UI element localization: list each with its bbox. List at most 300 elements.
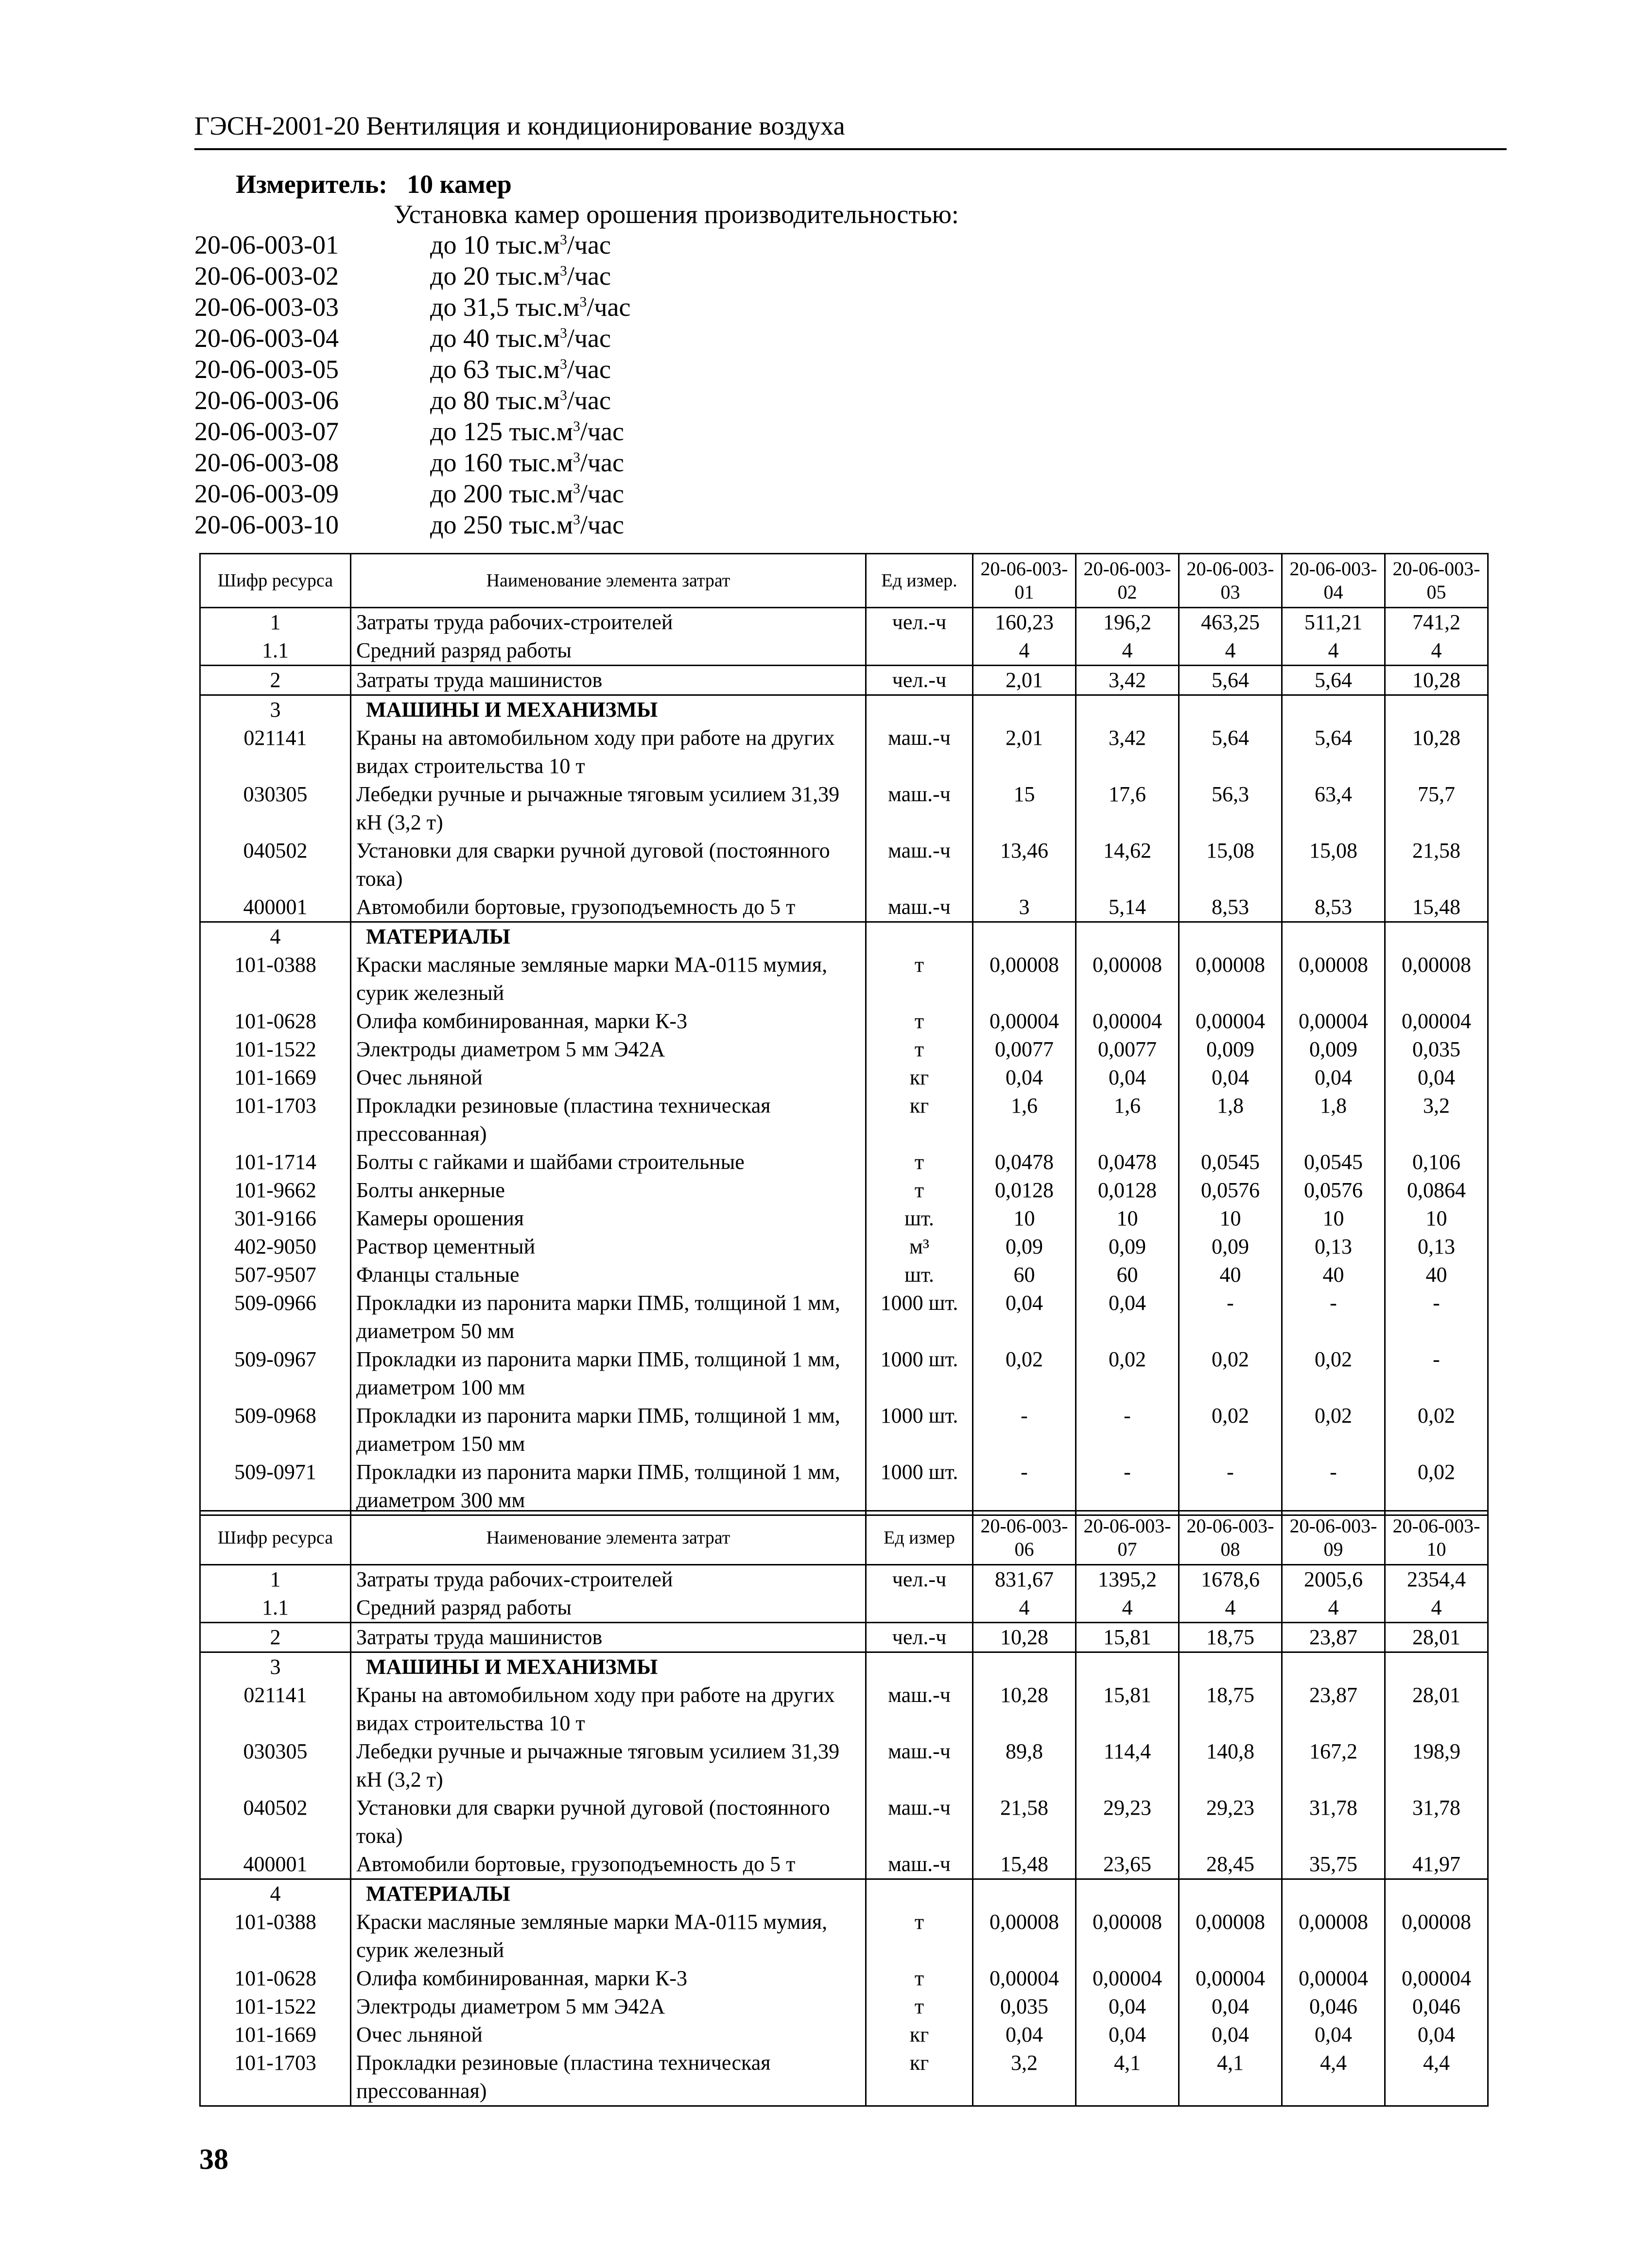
row-name: Автомобили бортовые, грузоподъемность до 5 т — [351, 893, 866, 922]
row-value: 0,00008 — [1076, 1908, 1179, 1964]
row-name: Болты с гайками и шайбами строительные — [351, 1148, 866, 1176]
row-value: 0,04 — [1076, 1289, 1179, 1345]
code-list-desc-sup: 3 — [573, 512, 580, 528]
row-code: 1 — [200, 1565, 351, 1594]
code-list-desc — [430, 478, 624, 509]
row-name: Краски масляные земляные марки МА-0115 мумия, сурик железный — [351, 1908, 866, 1964]
row-unit: чел.-ч — [866, 608, 973, 637]
row-name: Прокладки резиновые (пластина техническая прессованная) — [351, 1092, 866, 1148]
row-value: 0,046 — [1282, 1993, 1385, 2021]
row-value: 4 — [1179, 1594, 1282, 1623]
code-list-desc-suffix: /час — [587, 292, 631, 322]
code-list-desc-prefix: до 125 тыс.м — [430, 417, 573, 446]
row-value: 0,00008 — [1076, 951, 1179, 1007]
row-unit: шт. — [866, 1261, 973, 1289]
row-value: 1,6 — [973, 1092, 1076, 1148]
header-col: 20-06-003-07 — [1076, 1511, 1179, 1565]
table-row — [200, 1565, 1488, 1594]
row-code: 1.1 — [200, 636, 351, 666]
row-name: Прокладки из паронита марки ПМБ, толщиной 1 мм, диаметром 100 мм — [351, 1345, 866, 1402]
row-value: 10 — [1076, 1204, 1179, 1233]
code-list-desc — [430, 229, 611, 260]
row-name: Затраты труда машинистов — [351, 666, 866, 695]
row-value: 0,0128 — [1076, 1176, 1179, 1204]
row-value: 40 — [1282, 1261, 1385, 1289]
row-code: 2 — [200, 1623, 351, 1652]
row-name: Краны на автомобильном ходу при работе на других видах строительства 10 т — [351, 724, 866, 780]
row-value: 40 — [1385, 1261, 1488, 1289]
header-code: Шифр ресурса — [200, 1511, 351, 1565]
row-code: 101-0628 — [200, 1964, 351, 1993]
row-name: Очес льняной — [351, 2021, 866, 2049]
row-value — [1179, 695, 1282, 724]
row-unit: маш.-ч — [866, 724, 973, 780]
code-list-desc-prefix: до 10 тыс.м — [430, 230, 560, 259]
row-value: 15,08 — [1179, 837, 1282, 893]
table-row — [200, 1007, 1488, 1035]
code-list-desc-prefix: до 250 тыс.м — [430, 510, 573, 539]
row-name: Краски масляные земляные марки МА-0115 мумия, сурик железный — [351, 951, 866, 1007]
code-list-desc-sup: 3 — [560, 326, 567, 341]
table-row — [200, 1652, 1488, 1682]
meter-value: 10 камер — [407, 170, 512, 199]
code-list-desc-sup: 3 — [573, 450, 580, 465]
table-row — [200, 1176, 1488, 1204]
row-value: 0,009 — [1282, 1035, 1385, 1064]
row-value: 1,8 — [1179, 1092, 1282, 1148]
row-value: 0,00008 — [973, 1908, 1076, 1964]
meter-label: Измеритель: — [236, 170, 388, 199]
row-value: 13,46 — [973, 837, 1076, 893]
row-name: Прокладки из паронита марки ПМБ, толщиной 1 мм, диаметром 50 мм — [351, 1289, 866, 1345]
header-col: 20-06-003-10 — [1385, 1511, 1488, 1565]
row-value: 167,2 — [1282, 1737, 1385, 1794]
code-list-desc — [430, 416, 624, 447]
row-value: 60 — [1076, 1261, 1179, 1289]
row-name: МАТЕРИАЛЫ — [351, 1879, 866, 1908]
row-unit: маш.-ч — [866, 1794, 973, 1850]
row-value: 2354,4 — [1385, 1565, 1488, 1594]
row-value: 3,2 — [1385, 1092, 1488, 1148]
row-unit — [866, 922, 973, 951]
row-value: 0,0576 — [1282, 1176, 1385, 1204]
code-list-desc — [430, 385, 611, 416]
table-header-row — [200, 1511, 1488, 1565]
row-name: Камеры орошения — [351, 1204, 866, 1233]
row-value: 140,8 — [1179, 1737, 1282, 1794]
row-value: 3,42 — [1076, 724, 1179, 780]
code-list-desc-suffix: /час — [567, 230, 611, 259]
row-value: 0,00008 — [1282, 1908, 1385, 1964]
code-list-desc — [430, 323, 611, 354]
row-name: Олифа комбинированная, марки К-3 — [351, 1964, 866, 1993]
row-value: 0,00004 — [1282, 1007, 1385, 1035]
row-value: 0,02 — [1385, 1402, 1488, 1458]
table-row — [200, 780, 1488, 837]
row-value: - — [973, 1458, 1076, 1515]
code-list-item — [194, 292, 631, 323]
row-value: 0,04 — [1076, 1993, 1179, 2021]
code-list-desc-sup: 3 — [560, 232, 567, 248]
row-name: МАШИНЫ И МЕХАНИЗМЫ — [351, 695, 866, 724]
row-unit: м³ — [866, 1233, 973, 1261]
row-value: 0,04 — [1076, 1064, 1179, 1092]
row-code: 021141 — [200, 724, 351, 780]
row-value: 0,00004 — [973, 1964, 1076, 1993]
row-name: Болты анкерные — [351, 1176, 866, 1204]
row-value: - — [1282, 1289, 1385, 1345]
row-unit — [866, 1594, 973, 1623]
code-list-desc-sup: 3 — [560, 388, 567, 403]
row-value: 0,00008 — [1179, 1908, 1282, 1964]
row-value: 0,00008 — [1385, 951, 1488, 1007]
table-row — [200, 1594, 1488, 1623]
row-value: 0,04 — [1179, 2021, 1282, 2049]
code-list-item — [194, 229, 611, 260]
row-value — [1282, 1879, 1385, 1908]
page-header-title: ГЭСН-2001-20 Вентиляция и кондиционирование воздуха — [194, 111, 845, 140]
code-list-desc-prefix: до 40 тыс.м — [430, 324, 560, 353]
row-value: 0,009 — [1179, 1035, 1282, 1064]
row-value: 4,4 — [1282, 2049, 1385, 2106]
row-unit: т — [866, 1908, 973, 1964]
row-value: 63,4 — [1282, 780, 1385, 837]
row-value: 2,01 — [973, 724, 1076, 780]
row-value: 29,23 — [1179, 1794, 1282, 1850]
row-unit: т — [866, 951, 973, 1007]
row-value: 14,62 — [1076, 837, 1179, 893]
row-value: 0,09 — [1179, 1233, 1282, 1261]
header-col: 20-06-003-05 — [1385, 554, 1488, 608]
row-value: 1678,6 — [1179, 1565, 1282, 1594]
row-value: 0,106 — [1385, 1148, 1488, 1176]
row-value: 23,87 — [1282, 1623, 1385, 1652]
row-unit: т — [866, 1035, 973, 1064]
row-value: 17,6 — [1076, 780, 1179, 837]
table-row — [200, 922, 1488, 951]
code-list-item — [194, 260, 611, 292]
code-list-desc — [430, 447, 624, 478]
row-value: 0,13 — [1385, 1233, 1488, 1261]
row-value: 18,75 — [1179, 1681, 1282, 1737]
row-value: 5,64 — [1179, 724, 1282, 780]
code-list-code: 20-06-003-01 — [194, 230, 339, 259]
row-code: 101-0628 — [200, 1007, 351, 1035]
row-unit: маш.-ч — [866, 893, 973, 922]
code-list-desc-prefix: до 80 тыс.м — [430, 386, 560, 415]
page-number: 38 — [199, 2143, 228, 2175]
code-list-desc-suffix: /час — [567, 386, 611, 415]
code-list-desc-sup: 3 — [560, 263, 567, 279]
row-value: 41,97 — [1385, 1850, 1488, 1879]
table-row — [200, 1261, 1488, 1289]
row-unit: кг — [866, 1064, 973, 1092]
row-code: 2 — [200, 666, 351, 695]
row-value: 8,53 — [1179, 893, 1282, 922]
row-code: 101-1522 — [200, 1035, 351, 1064]
row-value: 0,02 — [1282, 1402, 1385, 1458]
header-unit: Ед измер — [866, 1511, 973, 1565]
table-row — [200, 724, 1488, 780]
cost-table-2 — [199, 1510, 1489, 2107]
row-value — [1076, 1879, 1179, 1908]
row-value: 31,78 — [1282, 1794, 1385, 1850]
header-rule — [194, 148, 1507, 150]
row-value: 196,2 — [1076, 608, 1179, 637]
table-row — [200, 1964, 1488, 1993]
row-value: 28,01 — [1385, 1681, 1488, 1737]
row-unit: т — [866, 1993, 973, 2021]
row-name: Прокладки из паронита марки ПМБ, толщиной 1 мм, диаметром 150 мм — [351, 1402, 866, 1458]
row-code: 101-0388 — [200, 951, 351, 1007]
row-value: 0,00008 — [1179, 951, 1282, 1007]
row-unit — [866, 636, 973, 666]
code-list-item — [194, 478, 624, 509]
row-unit: маш.-ч — [866, 837, 973, 893]
code-list-desc-suffix: /час — [567, 261, 611, 291]
row-value: 0,04 — [973, 1289, 1076, 1345]
row-value: 10,28 — [1385, 724, 1488, 780]
row-code: 040502 — [200, 837, 351, 893]
row-value — [1076, 922, 1179, 951]
table-row — [200, 1879, 1488, 1908]
header-col: 20-06-003-09 — [1282, 1511, 1385, 1565]
code-list-code: 20-06-003-06 — [194, 386, 339, 415]
row-name: Электроды диаметром 5 мм Э42А — [351, 1993, 866, 2021]
row-name: Средний разряд работы — [351, 636, 866, 666]
code-list-desc-prefix: до 31,5 тыс.м — [430, 292, 580, 322]
table-row — [200, 666, 1488, 695]
row-value: 1,6 — [1076, 1092, 1179, 1148]
row-name: Затраты труда рабочих-строителей — [351, 608, 866, 637]
row-value: 0,04 — [973, 1064, 1076, 1092]
row-value: 8,53 — [1282, 893, 1385, 922]
row-value: 4 — [973, 636, 1076, 666]
row-name: Автомобили бортовые, грузоподъемность до 5 т — [351, 1850, 866, 1879]
row-value — [973, 1652, 1076, 1682]
row-value: 0,04 — [1385, 2021, 1488, 2049]
row-value: 463,25 — [1179, 608, 1282, 637]
row-value: 1,8 — [1282, 1092, 1385, 1148]
row-value: 0,0864 — [1385, 1176, 1488, 1204]
row-value: 15 — [973, 780, 1076, 837]
row-value: 3 — [973, 893, 1076, 922]
row-value: 0,0128 — [973, 1176, 1076, 1204]
row-value: 0,0478 — [1076, 1148, 1179, 1176]
row-value: 28,01 — [1385, 1623, 1488, 1652]
row-value — [1282, 1652, 1385, 1682]
row-code: 101-1522 — [200, 1993, 351, 2021]
code-list-item — [194, 323, 611, 354]
row-value: 89,8 — [973, 1737, 1076, 1794]
row-value: 4 — [1282, 1594, 1385, 1623]
row-code: 1 — [200, 608, 351, 637]
row-name: Установки для сварки ручной дуговой (постоянного тока) — [351, 837, 866, 893]
row-value: 0,00004 — [1076, 1007, 1179, 1035]
row-value: 0,04 — [1179, 1993, 1282, 2021]
row-name: Прокладки резиновые (пластина техническая прессованная) — [351, 2049, 866, 2106]
row-value: 31,78 — [1385, 1794, 1488, 1850]
row-value: 0,04 — [1282, 1064, 1385, 1092]
row-value: 0,035 — [973, 1993, 1076, 2021]
row-value: 0,00004 — [1179, 1007, 1282, 1035]
row-value: 4 — [973, 1594, 1076, 1623]
row-value: 10 — [1385, 1204, 1488, 1233]
row-code: 402-9050 — [200, 1233, 351, 1261]
row-value: 23,65 — [1076, 1850, 1179, 1879]
row-unit: 1000 шт. — [866, 1458, 973, 1515]
row-value: 15,81 — [1076, 1681, 1179, 1737]
row-value: 0,0077 — [973, 1035, 1076, 1064]
row-value — [1076, 1652, 1179, 1682]
row-value: 0,0077 — [1076, 1035, 1179, 1064]
row-unit — [866, 1879, 973, 1908]
row-name: Олифа комбинированная, марки К-3 — [351, 1007, 866, 1035]
header-name: Наименование элемента затрат — [351, 554, 866, 608]
code-list-desc — [430, 354, 611, 385]
row-code: 400001 — [200, 893, 351, 922]
row-name: Очес льняной — [351, 1064, 866, 1092]
row-unit: т — [866, 1176, 973, 1204]
row-name: Фланцы стальные — [351, 1261, 866, 1289]
row-value: - — [1282, 1458, 1385, 1515]
row-value: 10 — [973, 1204, 1076, 1233]
row-code: 3 — [200, 1652, 351, 1682]
row-value: 0,09 — [973, 1233, 1076, 1261]
row-name: Средний разряд работы — [351, 1594, 866, 1623]
header-unit: Ед измер. — [866, 554, 973, 608]
row-value: 28,45 — [1179, 1850, 1282, 1879]
code-list-code: 20-06-003-02 — [194, 261, 339, 291]
row-value: 5,14 — [1076, 893, 1179, 922]
row-value — [1385, 1652, 1488, 1682]
row-value: 0,02 — [1385, 1458, 1488, 1515]
row-value: 0,00004 — [1385, 1964, 1488, 1993]
cost-table-1 — [199, 553, 1489, 1516]
table-row — [200, 951, 1488, 1007]
table-row — [200, 1148, 1488, 1176]
table-row — [200, 1233, 1488, 1261]
row-value: 4,1 — [1076, 2049, 1179, 2106]
row-value — [1385, 695, 1488, 724]
row-unit: чел.-ч — [866, 1565, 973, 1594]
row-value: 4,4 — [1385, 2049, 1488, 2106]
row-value: 114,4 — [1076, 1737, 1179, 1794]
code-list-desc-suffix: /час — [567, 324, 611, 353]
table-row — [200, 1623, 1488, 1652]
row-value: 40 — [1179, 1261, 1282, 1289]
row-value: 0,00008 — [1385, 1908, 1488, 1964]
row-value: 0,00004 — [1076, 1964, 1179, 1993]
row-value — [1385, 922, 1488, 951]
row-value: 0,00004 — [1282, 1964, 1385, 1993]
code-list-desc-sup: 3 — [560, 357, 567, 372]
row-code: 101-1669 — [200, 2021, 351, 2049]
row-value: 0,00008 — [1282, 951, 1385, 1007]
header-code: Шифр ресурса — [200, 554, 351, 608]
row-value: 831,67 — [973, 1565, 1076, 1594]
row-value: 15,48 — [1385, 893, 1488, 922]
table-row — [200, 1204, 1488, 1233]
row-value: 0,046 — [1385, 1993, 1488, 2021]
row-value: 0,02 — [1179, 1402, 1282, 1458]
row-value: 4 — [1385, 636, 1488, 666]
table-row — [200, 1035, 1488, 1064]
row-value — [973, 922, 1076, 951]
row-value: 29,23 — [1076, 1794, 1179, 1850]
table-row — [200, 608, 1488, 637]
code-list-item — [194, 509, 624, 540]
row-unit — [866, 695, 973, 724]
row-value — [973, 1879, 1076, 1908]
code-list-item — [194, 416, 624, 447]
row-value: 4 — [1385, 1594, 1488, 1623]
row-code: 1.1 — [200, 1594, 351, 1623]
row-value — [1076, 695, 1179, 724]
code-list-desc-suffix: /час — [580, 417, 624, 446]
row-name: Прокладки из паронита марки ПМБ, толщиной 1 мм, диаметром 300 мм — [351, 1458, 866, 1515]
row-code: 4 — [200, 922, 351, 951]
code-list-item — [194, 447, 624, 478]
row-unit: шт. — [866, 1204, 973, 1233]
row-value: 10 — [1282, 1204, 1385, 1233]
code-list-code: 20-06-003-09 — [194, 479, 339, 508]
code-list-desc-suffix: /час — [580, 510, 624, 539]
row-value: 741,2 — [1385, 608, 1488, 637]
row-value: 0,0545 — [1282, 1148, 1385, 1176]
row-value — [1282, 922, 1385, 951]
row-value: 15,48 — [973, 1850, 1076, 1879]
row-name: МАТЕРИАЛЫ — [351, 922, 866, 951]
row-code: 101-1714 — [200, 1148, 351, 1176]
row-value: 0,04 — [1385, 1064, 1488, 1092]
table-row — [200, 636, 1488, 666]
table-row — [200, 1289, 1488, 1345]
row-unit: т — [866, 1964, 973, 1993]
code-list-desc-prefix: до 160 тыс.м — [430, 448, 573, 477]
code-list-code: 20-06-003-07 — [194, 417, 339, 446]
row-unit: маш.-ч — [866, 1850, 973, 1879]
row-code: 040502 — [200, 1794, 351, 1850]
row-value: - — [1179, 1289, 1282, 1345]
row-value: 1395,2 — [1076, 1565, 1179, 1594]
header-col: 20-06-003-03 — [1179, 554, 1282, 608]
row-value: 15,08 — [1282, 837, 1385, 893]
row-value: 4 — [1076, 1594, 1179, 1623]
code-list-desc — [430, 509, 624, 540]
row-value: 0,035 — [1385, 1035, 1488, 1064]
row-value: 0,02 — [1076, 1345, 1179, 1402]
row-value: 21,58 — [973, 1794, 1076, 1850]
row-code: 509-0966 — [200, 1289, 351, 1345]
row-value: 0,0478 — [973, 1148, 1076, 1176]
row-value: - — [1179, 1458, 1282, 1515]
row-name: Лебедки ручные и рычажные тяговым усилием 31,39 кН (3,2 т) — [351, 1737, 866, 1794]
table-row — [200, 1737, 1488, 1794]
row-code: 101-1703 — [200, 1092, 351, 1148]
table-row — [200, 893, 1488, 922]
header-col: 20-06-003-04 — [1282, 554, 1385, 608]
row-code: 509-0971 — [200, 1458, 351, 1515]
row-code: 101-1703 — [200, 2049, 351, 2106]
meter — [236, 169, 512, 199]
row-unit: 1000 шт. — [866, 1289, 973, 1345]
table-row — [200, 1458, 1488, 1515]
row-unit: 1000 шт. — [866, 1402, 973, 1458]
row-value: 0,00004 — [973, 1007, 1076, 1035]
code-list-item — [194, 385, 611, 416]
row-value: 10,28 — [973, 1681, 1076, 1737]
